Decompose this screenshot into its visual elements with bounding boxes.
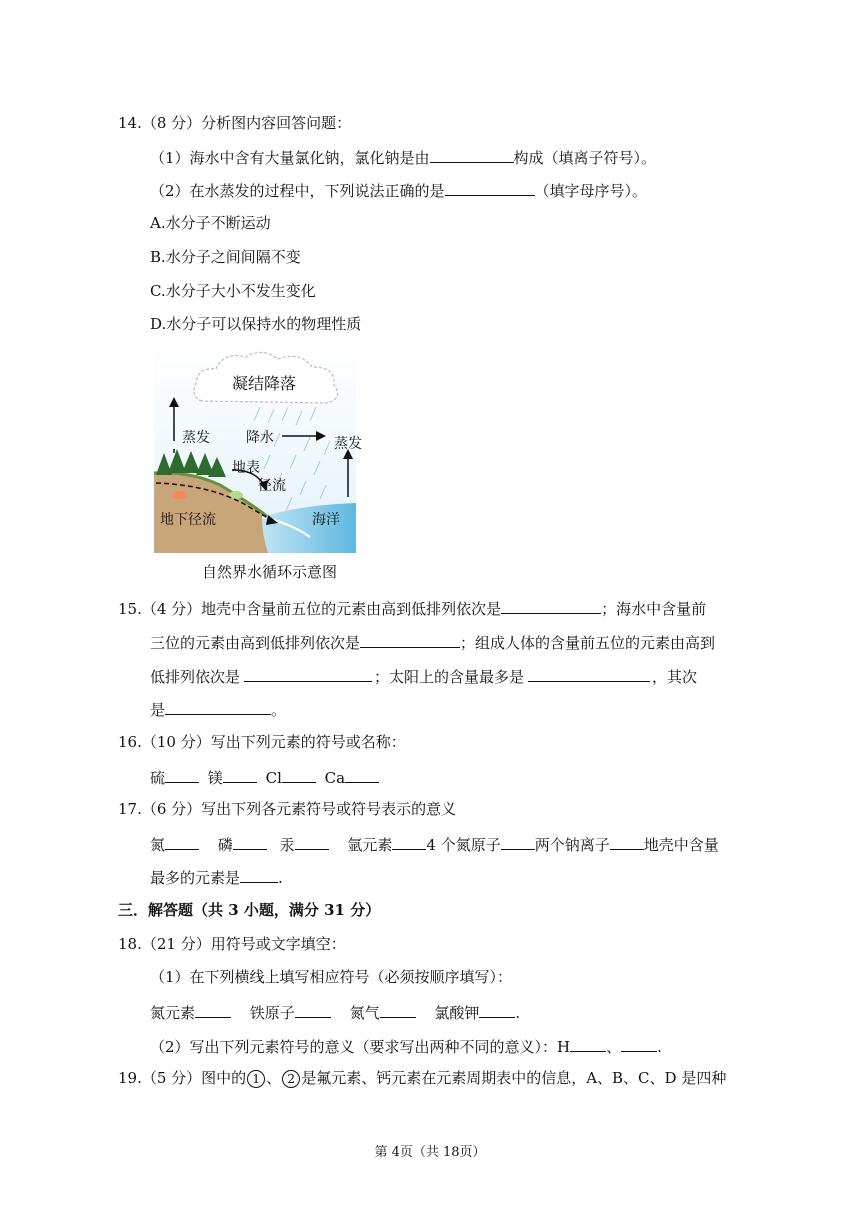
q17-blank-3[interactable]: [295, 833, 329, 850]
q18-items: [150, 1001, 520, 1023]
label-groundwater: 地下径流: [160, 512, 216, 528]
q18-item-2: 铁原子: [249, 1004, 295, 1022]
q17-item-3: 汞: [279, 836, 295, 854]
label-surface: 地表: [232, 460, 260, 476]
circled-number-1: 1: [247, 1070, 265, 1088]
q15-text-4: ；组成人体的含量前五位的元素由高到: [460, 634, 716, 652]
q19-text-2: 是氟元素、钙元素在元素周期表中的信息，A、B、C、D 是四种: [301, 1069, 727, 1087]
q15-text-1: 15.（4 分）地壳中含量前五位的元素由高到低排列依次是: [118, 600, 502, 618]
q17-stem: 17.（6 分）写出下列各元素符号或符号表示的意义: [118, 800, 457, 818]
q18-part2: [150, 1035, 662, 1057]
q14-blank-2[interactable]: [445, 179, 535, 196]
q15-blank-2[interactable]: [360, 631, 460, 648]
q17-period: .: [278, 869, 283, 887]
q18-separator: 、: [606, 1038, 622, 1056]
q17-line2: [150, 866, 283, 888]
q15-text-8: 是: [150, 701, 166, 719]
q18-blank-2[interactable]: [295, 1001, 331, 1018]
q17-blank-5[interactable]: [501, 833, 535, 850]
page-footer: 第 4页（共 18页）: [374, 1145, 486, 1160]
q14-part2-suffix: （填字母序号）。: [534, 182, 648, 200]
q16-items: [150, 766, 379, 788]
q15-line4: [150, 698, 286, 720]
label-precipitation: 降水: [246, 430, 274, 446]
q18-stem: 18.（21 分）用符号或文字填空：: [118, 935, 346, 953]
circled-number-2: 2: [282, 1070, 300, 1088]
q15-text-7: ，其次: [652, 668, 698, 686]
q18-blank-6[interactable]: [621, 1035, 657, 1052]
q18-part2-period: .: [657, 1038, 662, 1056]
q18-blank-5[interactable]: [570, 1035, 606, 1052]
q14-option-a: A.水分子不断运动: [150, 214, 271, 232]
q19-line1: [118, 1068, 726, 1088]
q18-item-4: 氯酸钾: [434, 1004, 480, 1022]
q17-blank-7[interactable]: [240, 866, 278, 883]
q15-blank-5[interactable]: [165, 698, 271, 715]
q16-blank-2[interactable]: [223, 766, 257, 783]
q14-part1-text: （1）海水中含有大量氯化钠，氯化钠是由: [150, 149, 430, 167]
q18-blank-4[interactable]: [479, 1001, 515, 1018]
water-cycle-diagram: [150, 345, 360, 585]
q17-item-1: 氮: [150, 836, 166, 854]
label-evaporation-left: 蒸发: [182, 430, 210, 446]
q17-item-4: 氩元素: [347, 836, 393, 854]
q16-stem: 16.（10 分）写出下列元素的符号或名称：: [118, 733, 406, 751]
q15-line3: [150, 665, 697, 687]
q14-part1: [150, 146, 656, 168]
label-ocean: 海洋: [312, 512, 340, 528]
q14-part2: [150, 179, 647, 201]
q19-text-1: 19.（5 分）图中的: [118, 1069, 247, 1087]
q18-blank-1[interactable]: [195, 1001, 231, 1018]
q15-text-3: 三位的元素由高到低排列依次是: [150, 634, 361, 652]
q18-part1: （1）在下列横线上填写相应符号（必须按顺序填写）：: [150, 968, 513, 986]
q17-items: [150, 833, 719, 855]
q14-blank-1[interactable]: [430, 146, 514, 163]
q15-blank-3[interactable]: [244, 665, 372, 682]
q17-item-7: 地壳中含量: [643, 836, 719, 854]
q19-sep: 、: [266, 1069, 282, 1087]
q16-item-3: Cl: [265, 769, 282, 787]
q15-text-9: 。: [271, 701, 287, 719]
q17-item-5: 4 个氮原子: [426, 836, 501, 854]
q15-text-6: ；太阳上的含量最多是: [374, 668, 525, 686]
q15-text-2: ；海水中含量前: [601, 600, 707, 618]
q17-blank-6[interactable]: [610, 833, 644, 850]
section-3-heading: 三．解答题（共 3 小题，满分 31 分）: [118, 901, 381, 919]
q14-part2-text: （2）在水蒸发的过程中，下列说法正确的是: [150, 182, 445, 200]
q15-line2: [150, 631, 715, 653]
q14-stem: 14.（8 分）分析图内容回答问题：: [118, 114, 352, 132]
q17-text-2: 最多的元素是: [150, 869, 241, 887]
diagram-caption: 自然界水循环示意图: [202, 563, 338, 581]
q14-option-b: B.水分子之间间隔不变: [150, 248, 301, 266]
q17-item-6: 两个钠离子: [534, 836, 610, 854]
q18-item-3: 氮气: [349, 1004, 380, 1022]
q15-blank-1[interactable]: [501, 597, 601, 614]
q14-option-d: D.水分子可以保持水的物理性质: [150, 315, 362, 333]
label-runoff: 径流: [258, 478, 286, 494]
q18-part2-text: （2）写出下列元素符号的意义（要求写出两种不同的意义）：H: [150, 1038, 571, 1056]
q17-blank-2[interactable]: [233, 833, 267, 850]
q18-blank-3[interactable]: [380, 1001, 416, 1018]
q16-blank-4[interactable]: [345, 766, 379, 783]
q15-line1: [118, 597, 706, 619]
q15-blank-4[interactable]: [528, 665, 650, 682]
q16-item-1: 硫: [150, 769, 166, 787]
q16-item-4: Ca: [324, 769, 346, 787]
q14-option-c: C.水分子大小不发生变化: [150, 282, 316, 300]
q16-blank-1[interactable]: [165, 766, 199, 783]
label-evaporation-right: 蒸发: [334, 436, 362, 452]
q15-text-5: 低排列依次是: [150, 668, 241, 686]
q17-blank-1[interactable]: [165, 833, 199, 850]
q14-part1-suffix: 构成（填离子符号）。: [513, 149, 657, 167]
q16-item-2: 镁: [207, 769, 223, 787]
q16-blank-3[interactable]: [282, 766, 316, 783]
q17-item-2: 磷: [217, 836, 233, 854]
q17-blank-4[interactable]: [392, 833, 426, 850]
q18-item-1: 氮元素: [150, 1004, 196, 1022]
q18-period: .: [515, 1004, 521, 1022]
label-condensation: 凝结降落: [232, 374, 297, 393]
